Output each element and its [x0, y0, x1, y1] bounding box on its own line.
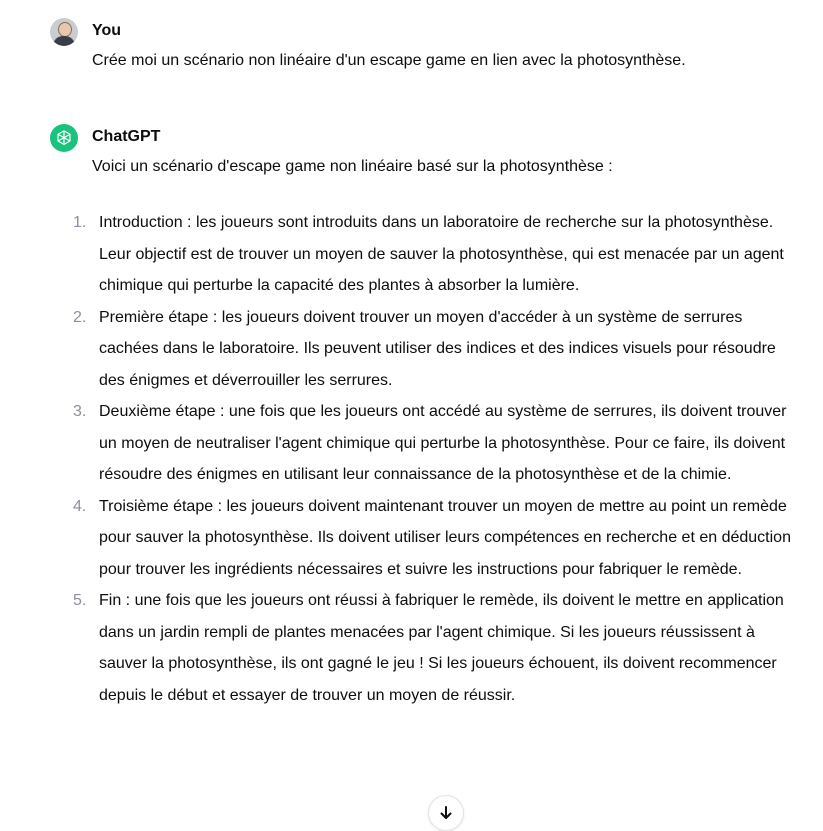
- user-author-name: You: [92, 22, 122, 39]
- list-item: 5. Fin : une fois que les joueurs ont réussi à fabriquer le remède, ils doivent le mettre en application dans un jardin rempli de plantes menacées par l'agent chimique. Si les joueurs réussissent à sauver la photosynthèse, ils ont gagné le jeu ! Si les joueurs échouent, ils doivent recommencer depuis le début et essayer de trouver un moyen de réussir.: [73, 592, 784, 704]
- list-item: 1. Introduction : les joueurs sont introduits dans un laboratoire de recherche sur la photosynthèse. Leur objectif est de trouver un moyen de sauver la photosynthèse, qui est menacée par un agent chimique qui perturbe la capacité des plantes à absorber la lumière.: [73, 214, 784, 294]
- list-item: 4. Troisième étape : les joueurs doivent maintenant trouver un moyen de mettre au point un remède pour sauver la photosynthèse. Ils doivent utiliser leurs compétences en recherche et en déduction pour trouver les ingrédients nécessaires et suivre les instructions pour fabriquer le remède.: [73, 497, 791, 578]
- scroll-to-bottom-button[interactable]: [428, 795, 464, 831]
- assistant-author-name: ChatGPT: [92, 128, 161, 145]
- user-message-text: Crée moi un scénario non linéaire d'un escape game en lien avec la photosynthèse.: [92, 52, 686, 69]
- list-item: 3. Deuxième étape : une fois que les joueurs ont accédé au système de serrures, ils doivent trouver un moyen de neutraliser l'agent chimique qui perturbe la photosynthèse. Pour ce faire, ils doivent résoudre des énigmes en utilisant leur connaissance de la photosynthèse et de la chimie.: [73, 403, 787, 483]
- arrow-down-icon: [438, 805, 454, 821]
- user-avatar: [50, 18, 78, 46]
- list-item: 2. Première étape : les joueurs doivent trouver un moyen d'accéder à un système de serrures cachées dans le laboratoire. Ils peuvent utiliser des indices et des indices visuels pour résoudre des énigmes et déverrouiller les serrures.: [73, 308, 776, 389]
- steps-list: [73, 207, 792, 711]
- assistant-intro-text: Voici un scénario d'escape game non linéaire basé sur la photosynthèse :: [92, 158, 613, 175]
- chatgpt-logo-icon: [50, 124, 78, 152]
